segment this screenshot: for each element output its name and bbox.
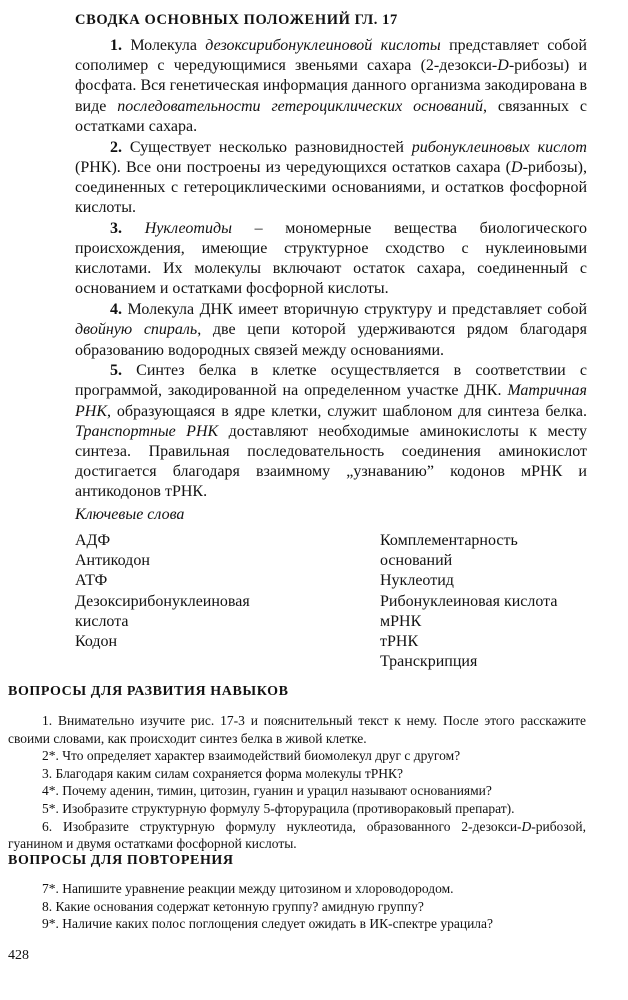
summary-paragraph-5: 5. Синтез белка в клетке осуществляется в соответствии с программой, закодированной на определенном участке ДНК. Матричная РНК, образующаяся в ядре клетки, служит шаблоном для синтеза белка. Транспортные РНК доставляют необходимые аминокислоты к месту синтеза. Правильная последовательность соединения аминокислот достигается благодаря взаимному „узнаванию” кодонов мРНК и антикодонов тРНК. xyxy=(75,362,587,501)
keyword-item: оснований xyxy=(380,552,453,570)
keyword-item: Нуклеотид xyxy=(380,572,454,590)
question-item: 2*. Что определяет характер взаимодействий биомолекул друг с другом? xyxy=(42,748,461,764)
keyword-item: Комплементарность xyxy=(380,532,518,549)
term-mrna: Матричная РНК xyxy=(75,382,587,420)
summary-paragraph-3: 3. Нуклеотиды – мономерные вещества биологического происхождения, имеющие структурное сходство с нуклеиновыми кислотами. Их молекулы включают остаток сахара, соединенный с основанием и остатками фосфорной кислоты. xyxy=(75,219,588,298)
question-item: 6. Изобразите структурную формулу нуклеотида, образованного 2-дезокси-D-рибозой, гуанином и двумя остатками фосфорной кислоты. xyxy=(8,818,586,852)
term-trna: Транспортные РНК xyxy=(75,422,219,440)
paragraph-number: 2. xyxy=(110,138,122,156)
question-item: 8. Какие основания содержат кетонную группу? амидную группу? xyxy=(42,898,424,914)
paragraph-number: 4. xyxy=(110,301,122,319)
keyword-item: Дезоксирибонуклеиновая xyxy=(75,592,250,610)
review-heading: ВОПРОСЫ ДЛЯ ПОВТОРЕНИЯ xyxy=(8,853,234,868)
paragraph-number: 1. xyxy=(110,37,122,54)
keywords-title: Ключевые слова xyxy=(75,506,185,523)
question-item: 4*. Почему аденин, тимин, цитозин, гуанин и урацил называют основаниями? xyxy=(42,783,492,799)
summary-section xyxy=(75,36,587,503)
paragraph-number: 5. xyxy=(110,362,122,380)
keyword-item: тРНК xyxy=(380,633,419,651)
skills-heading: ВОПРОСЫ ДЛЯ РАЗВИТИЯ НАВЫКОВ xyxy=(8,684,289,699)
term-nucleotides: Нуклеотиды xyxy=(144,219,232,237)
keyword-item: Рибонуклеиновая кислота xyxy=(380,592,558,610)
term-dna: дезоксирибонуклеиновой кислоты xyxy=(205,37,441,54)
paragraph-number: 3. xyxy=(110,219,122,237)
keyword-item: Транскрипция xyxy=(380,653,478,671)
question-item: 3. Благодаря каким силам сохраняется форма молекулы тРНК? xyxy=(42,765,403,781)
keywords-right-column xyxy=(380,531,557,672)
keyword-item: Кодон xyxy=(75,633,118,651)
question-item: 5*. Изобразите структурную формулу 5-фторурацила (противораковый препарат). xyxy=(42,800,515,816)
question-item: 7*. Напишите уравнение реакции между цитозином и хлороводородом. xyxy=(42,881,454,896)
question-item: 1. Внимательно изучите рис. 17-3 и пояснительный текст к нему. После этого расскажите своими словами, как происходит синтез белка в живой клетке. xyxy=(8,713,586,746)
keywords-left-column xyxy=(75,531,250,652)
keyword-item: Антикодон xyxy=(75,552,150,570)
keyword-item: АТФ xyxy=(75,572,108,590)
page-number: 428 xyxy=(8,948,29,963)
review-questions xyxy=(8,880,586,933)
term-double-helix: двойную спираль xyxy=(75,321,198,339)
keyword-item: мРНК xyxy=(380,612,422,630)
summary-heading: СВОДКА ОСНОВНЫХ ПОЛОЖЕНИЙ ГЛ. 17 xyxy=(75,12,398,28)
keyword-item: кислота xyxy=(75,612,129,630)
question-item: 9*. Наличие каких полос поглощения следует ожидать в ИК-спектре урацила? xyxy=(42,916,494,932)
keyword-item: АДФ xyxy=(75,532,111,549)
summary-paragraph-2: 2. Существует несколько разновидностей рибонуклеиновых кислот (РНК). Все они построены из чередующихся остатков сахара (D-рибозы), соединенных с гетероциклическими основаниями, и остатков фосфорной кислоты. xyxy=(75,138,587,217)
term-rna: рибонуклеиновых кислот xyxy=(411,138,587,156)
skills-questions xyxy=(8,712,586,853)
term-base-sequence: последовательности гетероциклических оснований xyxy=(117,97,483,115)
summary-paragraph-1: 1. Молекула дезоксирибонуклеиновой кислоты представляет собой сополимер с чередующимися звеньями сахара (2-дезокси-D-рибозы) и фосфата. Вся генетическая информация данного организма закодирована в виде последовательности гетероциклических оснований, связанных с остатками сахара. xyxy=(75,37,588,135)
summary-paragraph-4: 4. Молекула ДНК имеет вторичную структуру и представляет собой двойную спираль, две цепи которой удерживаются рядом благодаря образованию водородных связей между основаниями. xyxy=(75,301,587,359)
